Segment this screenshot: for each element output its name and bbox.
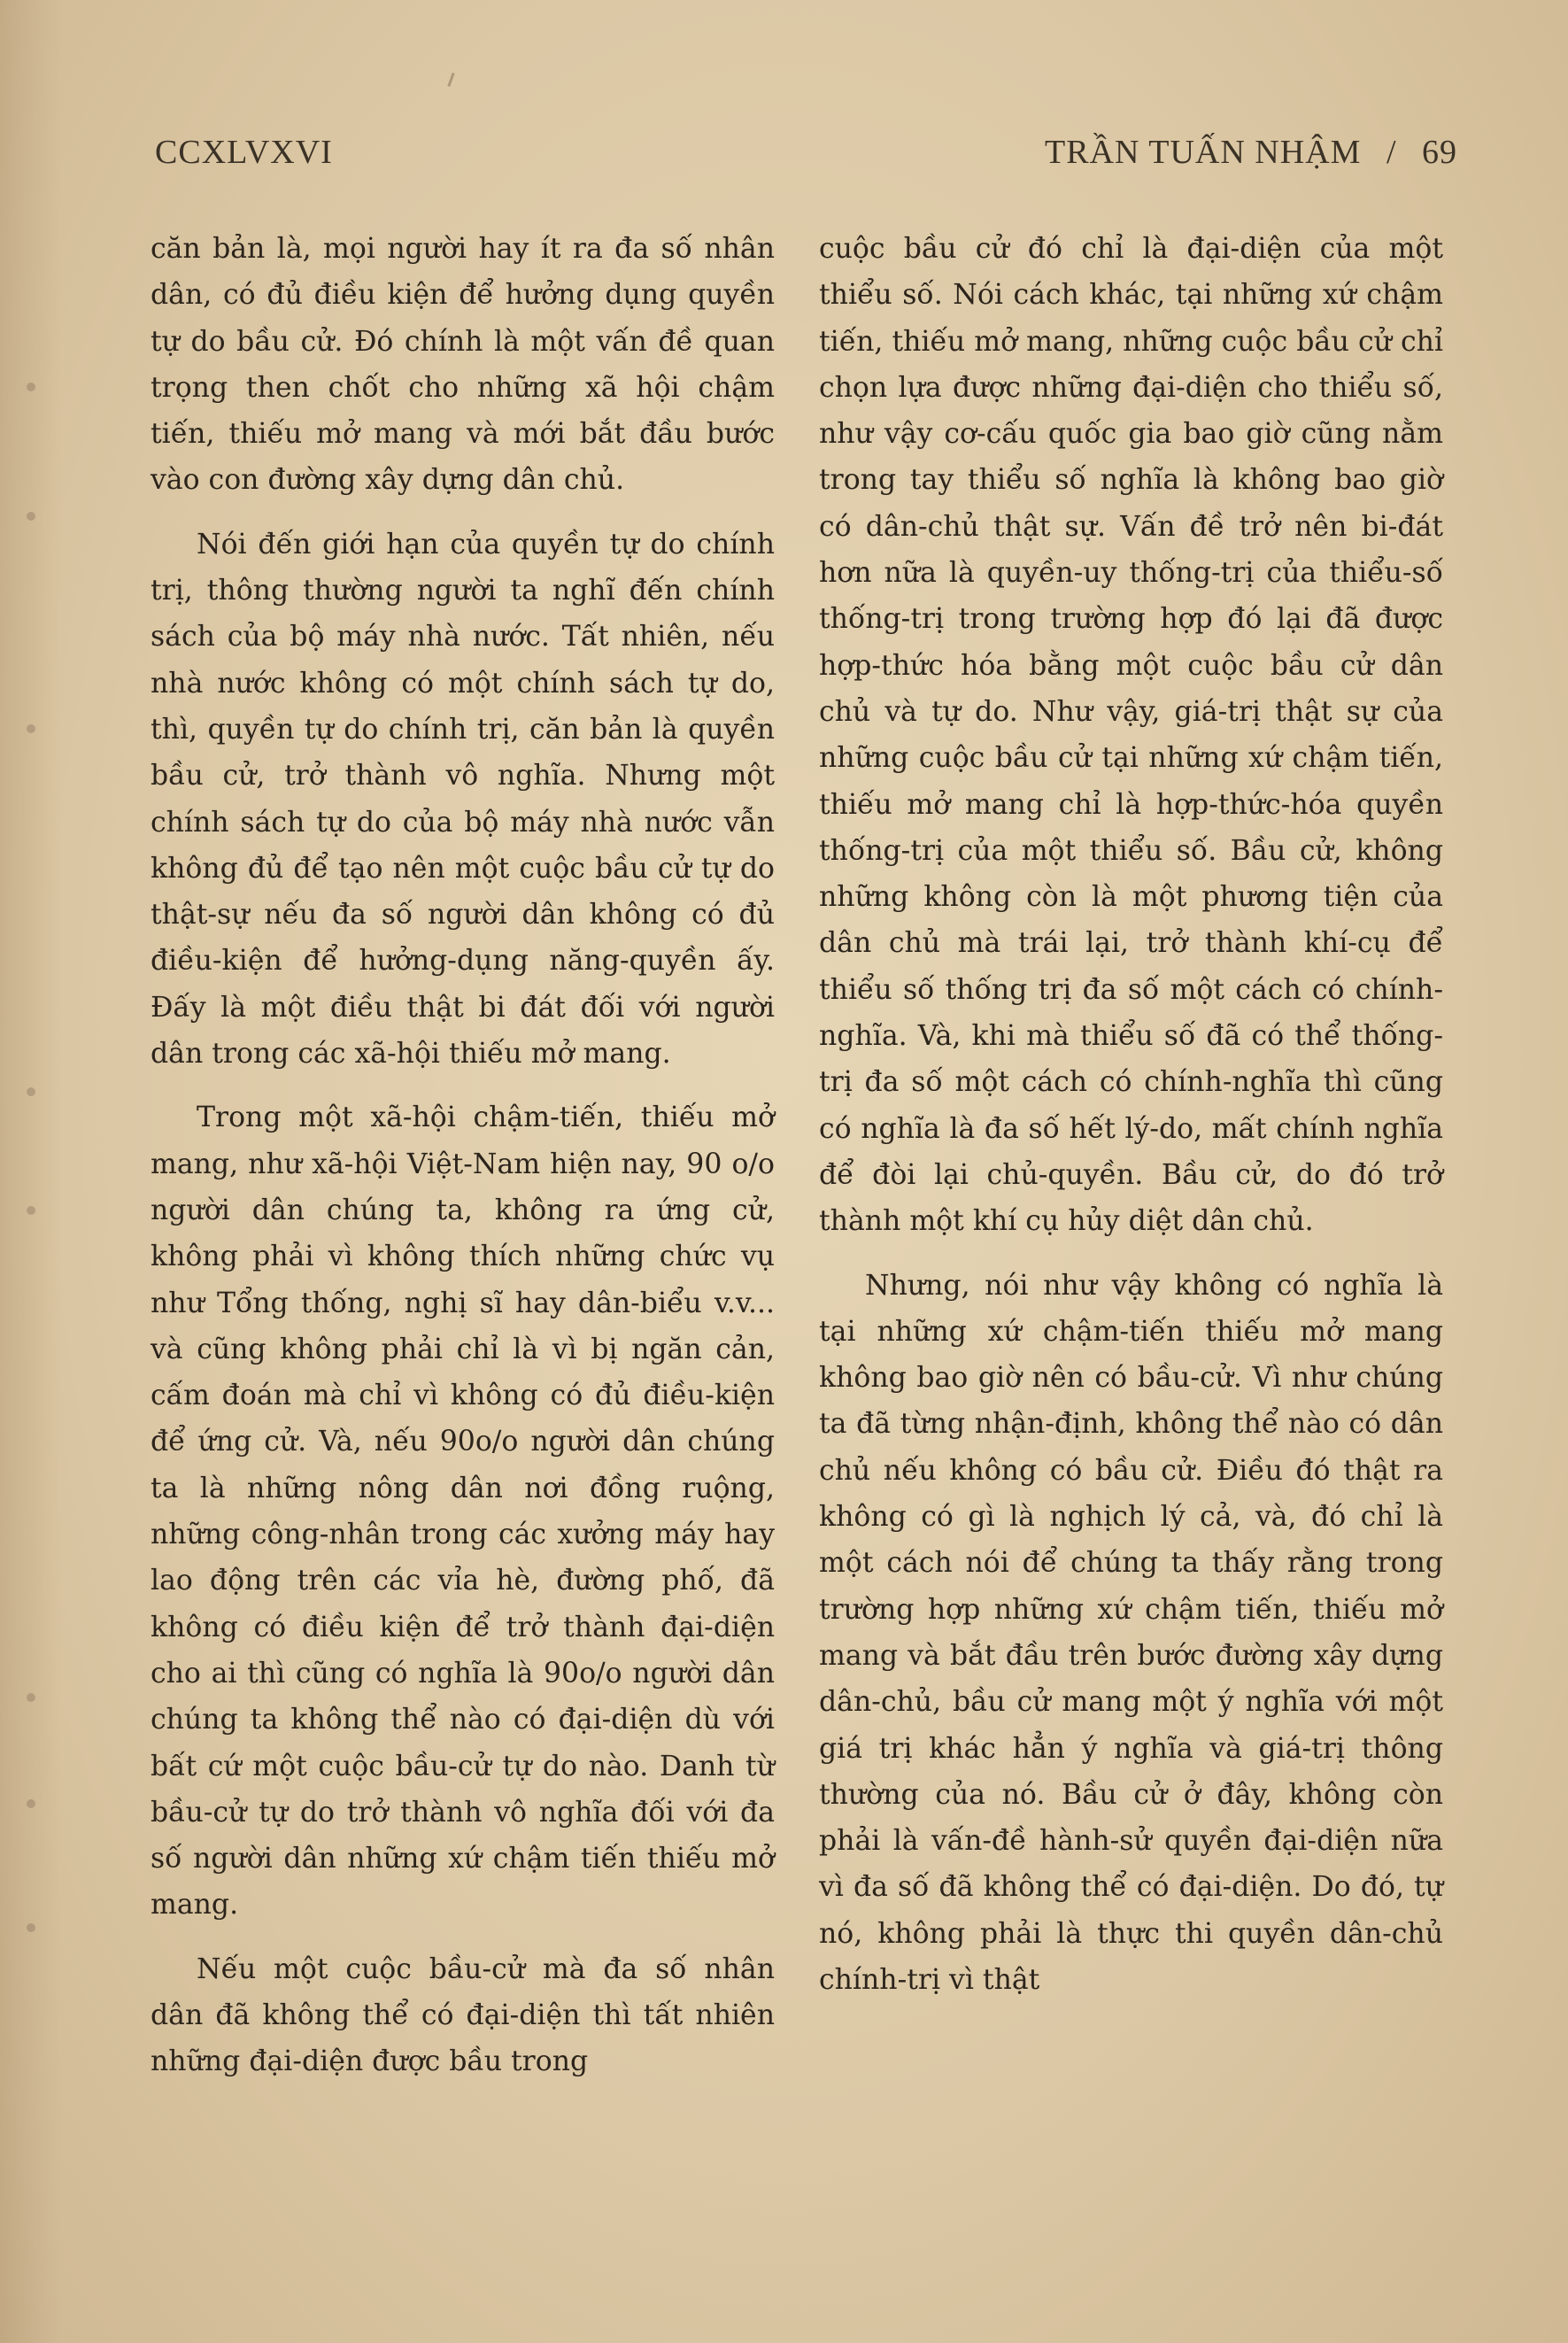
binding-hole — [27, 1693, 35, 1702]
paragraph: Trong một xã-hội chậm-tiến, thiếu mở mang, như xã-hội Việt-Nam hiện nay, 90 o/o người dân chúng ta, không ra ứng cử, không phải vì không thích những chức vụ như Tổng thống, nghị sĩ hay dân-biểu v.v... và cũng không phải chỉ là vì bị ngăn cản, cấm đoán mà chỉ vì không có đủ điều-kiện để ứng cử. Và, nếu 90o/o người dân chúng ta là những nông dân nơi đồng ruộng, những công-nhân trong các xưởng máy hay lao động trên các vỉa hè, đường phố, đã không có điều kiện để trở thành đại-diện cho ai thì cũng có nghĩa là 90o/o người dân chúng ta không thể nào có đại-diện dù với bất cứ một cuộc bầu-cử tự do nào. Danh từ bầu-cử tự do trở thành vô nghĩa đối với đa số người dân những xứ chậm tiến thiếu mở mang. — [151, 1102, 775, 1922]
binding-hole — [27, 1206, 35, 1215]
header-right — [1029, 133, 1457, 172]
page-edge-shadow — [0, 0, 62, 2343]
binding-hole — [27, 724, 35, 733]
paragraph: Nói đến giới hạn của quyền tự do chính trị, thông thường người ta nghĩ đến chính sách của bộ máy nhà nước. Tất nhiên, nếu nhà nước không có một chính sách tự do, thì, quyền tự do chính trị, căn bản là quyền bầu cử, trở thành vô nghĩa. Nhưng một chính sách tự do của bộ máy nhà nước vẫn không đủ để tạo nên một cuộc bầu cử tự do thật-sự nếu đa số người dân không có đủ điều-kiện để hưởng-dụng năng-quyền ấy. Đấy là một điều thật bi đát đối với người dân trong các xã-hội thiếu mở mang. — [151, 528, 775, 1071]
binding-hole — [27, 512, 35, 521]
pencil-mark — [447, 73, 454, 87]
paragraph: Nếu một cuộc bầu-cử mà đa số nhân dân đã không thể có đại-diện thì tất nhiên những đại-diện được bầu trong — [151, 1952, 775, 2078]
binding-hole — [27, 1923, 35, 1932]
binding-hole — [27, 1799, 35, 1808]
header-separator: / — [1386, 134, 1397, 171]
running-header — [155, 133, 1457, 186]
binding-hole — [27, 1087, 35, 1096]
left-column — [151, 226, 775, 2103]
header-author: TRẦN TUẤN NHẬM — [1045, 134, 1362, 171]
right-column — [819, 226, 1443, 2021]
paragraph: Nhưng, nói như vậy không có nghĩa là tại những xứ chậm-tiến thiếu mở mang không bao giờ nên có bầu-cử. Vì như chúng ta đã từng nhận-định, không thể nào có dân chủ nếu không có bầu cử. Điều đó thật ra không có gì là nghịch lý cả, và, đó chỉ là một cách nói để chúng ta thấy rằng trong trường hợp những xứ chậm tiến, thiếu mở mang và bắt đầu trên bước đường xây dựng dân-chủ, bầu cử mang một ý nghĩa với một giá trị khác hẳn ý nghĩa và giá-trị thông thường của nó. Bầu cử ở đây, không còn phải là vấn-đề hành-sử quyền đại-diện nữa vì đa số đã không thể có đại-diện. Do đó, tự nó, không phải là thực thi quyền dân-chủ chính-trị vì thật — [819, 1269, 1443, 1996]
paragraph: cuộc bầu cử đó chỉ là đại-diện của một thiểu số. Nói cách khác, tại những xứ chậm tiến, thiếu mở mang, những cuộc bầu cử chỉ chọn lựa được những đại-diện cho thiểu số, như vậy cơ-cấu quốc gia bao giờ cũng nằm trong tay thiểu số nghĩa là không bao giờ có dân-chủ thật sự. Vấn đề trở nên bi-đát hơn nữa là quyền-uy thống-trị của thiểu-số thống-trị trong trường hợp đó lại đã được hợp-thức hóa bằng một cuộc bầu cử dân chủ và tự do. Như vậy, giá-trị thật sự của những cuộc bầu cử tại những xứ chậm tiến, thiếu mở mang chỉ là hợp-thức-hóa quyền thống-trị của một thiểu số. Bầu cử, không những không còn là một phương tiện của dân chủ mà trái lại, trở thành khí-cụ để thiểu số thống trị đa số một cách có chính-nghĩa. Và, khi mà thiểu số đã có thể thống-trị đa số một cách có chính-nghĩa thì cũng có nghĩa là đa số hết lý-do, mất chính nghĩa để đòi lại chủ-quyền. Bầu cử, do đó trở thành một khí cụ hủy diệt dân chủ. — [819, 233, 1443, 1238]
binding-hole — [27, 383, 35, 391]
paragraph: căn bản là, mọi người hay ít ra đa số nhân dân, có đủ điều kiện để hưởng dụng quyền tự do bầu cử. Đó chính là một vấn đề quan trọng then chốt cho những xã hội chậm tiến, thiếu mở mang và mới bắt đầu bước vào con đường xây dựng dân chủ. — [151, 233, 775, 497]
page-number: 69 — [1422, 134, 1457, 171]
header-code: CCXLVXVI — [155, 134, 333, 171]
